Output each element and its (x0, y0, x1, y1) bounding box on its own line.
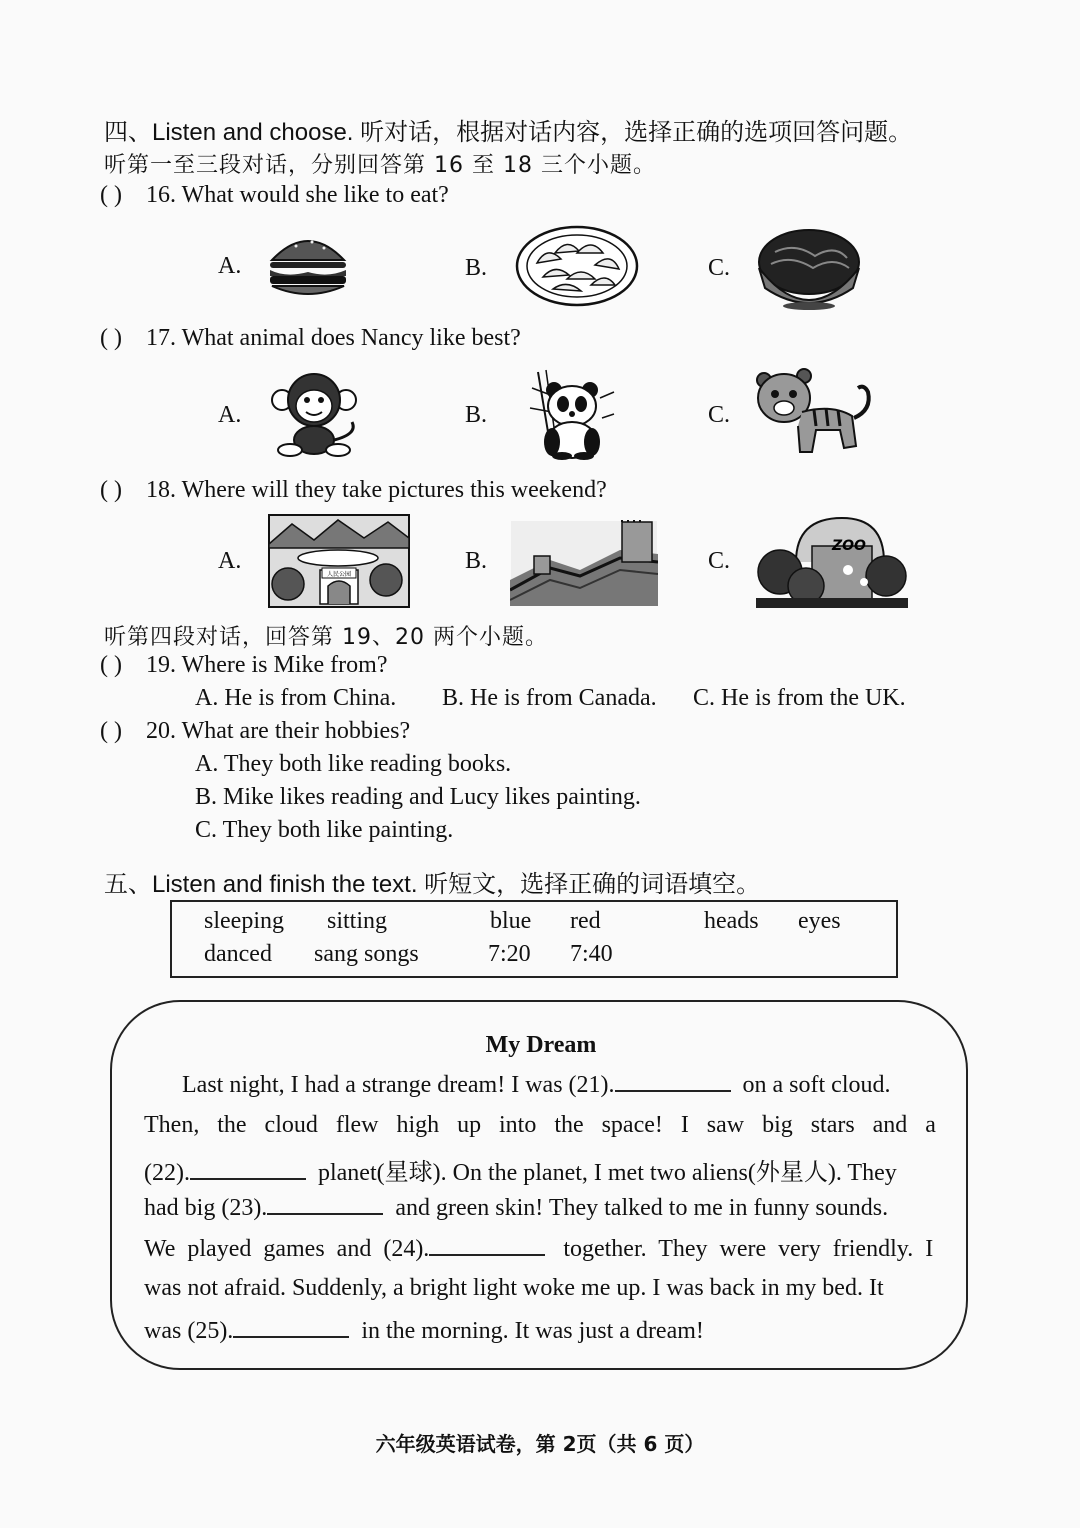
q18-option-c-label: C. (708, 548, 731, 574)
q18-option-a-label: A. (218, 548, 242, 574)
blank-25[interactable] (233, 1316, 349, 1338)
word-bank-item: 7:20 (488, 941, 531, 967)
answer-paren[interactable]: ( ) (100, 652, 122, 678)
section4-instruction2: 听第四段对话，回答第 19、20 两个小题。 (104, 625, 548, 650)
zoo-icon (756, 512, 908, 608)
page-footer: 六年级英语试卷，第 2页（共 6 页） (375, 1432, 705, 1456)
story-line-3: (22). planet(星球). On the planet, I met two aliens(外星人). They (144, 1160, 897, 1186)
q17-option-a-label: A. (218, 402, 242, 428)
question-20: ( ) 20. What are their hobbies? (100, 718, 411, 744)
question-16: ( ) 16. What would she like to eat? (100, 182, 449, 208)
hamburger-icon (266, 230, 350, 300)
section5-heading: 五、Listen and finish the text. 听短文，选择正确的词语填空。 (104, 871, 761, 898)
section4-instruction: 听第一至三段对话，分别回答第 16 至 18 三个小题。 (104, 153, 656, 178)
word-bank-item: heads (704, 908, 759, 934)
dumplings-plate-icon (515, 225, 639, 307)
q19-option-c: C. He is from the UK. (693, 685, 906, 711)
story-line-2: Then, the cloud flew high up into the space! I saw big stars and a (144, 1112, 936, 1138)
story-title: My Dream (485, 1032, 597, 1058)
question-18: ( ) 18. Where will they take pictures this weekend? (100, 477, 607, 503)
word-bank-item: 7:40 (570, 941, 613, 967)
q16-option-a-label: A. (218, 253, 242, 279)
q16-option-c-label: C. (708, 255, 731, 281)
q19-option-a: A. He is from China. (195, 685, 397, 711)
question-19: ( ) 19. Where is Mike from? (100, 652, 388, 678)
q20-option-c: C. They both like painting. (195, 817, 454, 843)
monkey-icon (268, 370, 360, 458)
section4-heading: 四、Listen and choose. 听对话，根据对话内容，选择正确的选项回答问题。 (104, 119, 913, 146)
panda-icon (518, 368, 616, 460)
park-icon (268, 514, 410, 608)
q18-option-b-label: B. (465, 548, 488, 574)
zoo-sign: ZOO (832, 538, 866, 554)
q20-option-b: B. Mike likes reading and Lucy likes painting. (195, 784, 641, 810)
question-17: ( ) 17. What animal does Nancy like best? (100, 325, 521, 351)
blank-22[interactable] (190, 1158, 306, 1180)
noodle-bowl-icon (755, 222, 863, 312)
answer-paren[interactable]: ( ) (100, 477, 122, 503)
blank-24[interactable] (429, 1234, 545, 1256)
tiger-icon (752, 366, 880, 460)
q17-option-c-label: C. (708, 402, 731, 428)
word-bank-item: danced (204, 941, 272, 967)
story-line-1: Last night, I had a strange dream! I was (21). on a soft cloud. (182, 1072, 891, 1098)
word-bank-item: eyes (798, 908, 841, 934)
answer-paren[interactable]: ( ) (100, 325, 122, 351)
story-line-7: was (25). in the morning. It was just a dream! (144, 1318, 704, 1344)
blank-23[interactable] (267, 1193, 383, 1215)
word-bank-item: sitting (327, 908, 388, 934)
story-line-5: We played games and (24). together. They were very friendly. I (144, 1236, 934, 1262)
answer-paren[interactable]: ( ) (100, 718, 122, 744)
word-bank-item: red (570, 908, 601, 934)
answer-paren[interactable]: ( ) (100, 182, 122, 208)
blank-21[interactable] (615, 1070, 731, 1092)
q19-option-b: B. He is from Canada. (442, 685, 657, 711)
q17-option-b-label: B. (465, 402, 488, 428)
story-line-6: was not afraid. Suddenly, a bright light woke me up. I was back in my bed. It (144, 1275, 884, 1301)
story-line-4: had big (23). and green skin! They talked to me in funny sounds. (144, 1195, 889, 1221)
word-bank-item: blue (490, 908, 532, 934)
park-sign: 人民公园 (326, 571, 352, 578)
q16-option-b-label: B. (465, 255, 488, 281)
word-bank-item: sleeping (204, 908, 284, 934)
q20-option-a: A. They both like reading books. (195, 751, 512, 777)
great-wall-icon (510, 520, 658, 606)
story-box (110, 1000, 968, 1370)
word-bank-item: sang songs (314, 941, 419, 967)
word-bank (170, 900, 898, 978)
